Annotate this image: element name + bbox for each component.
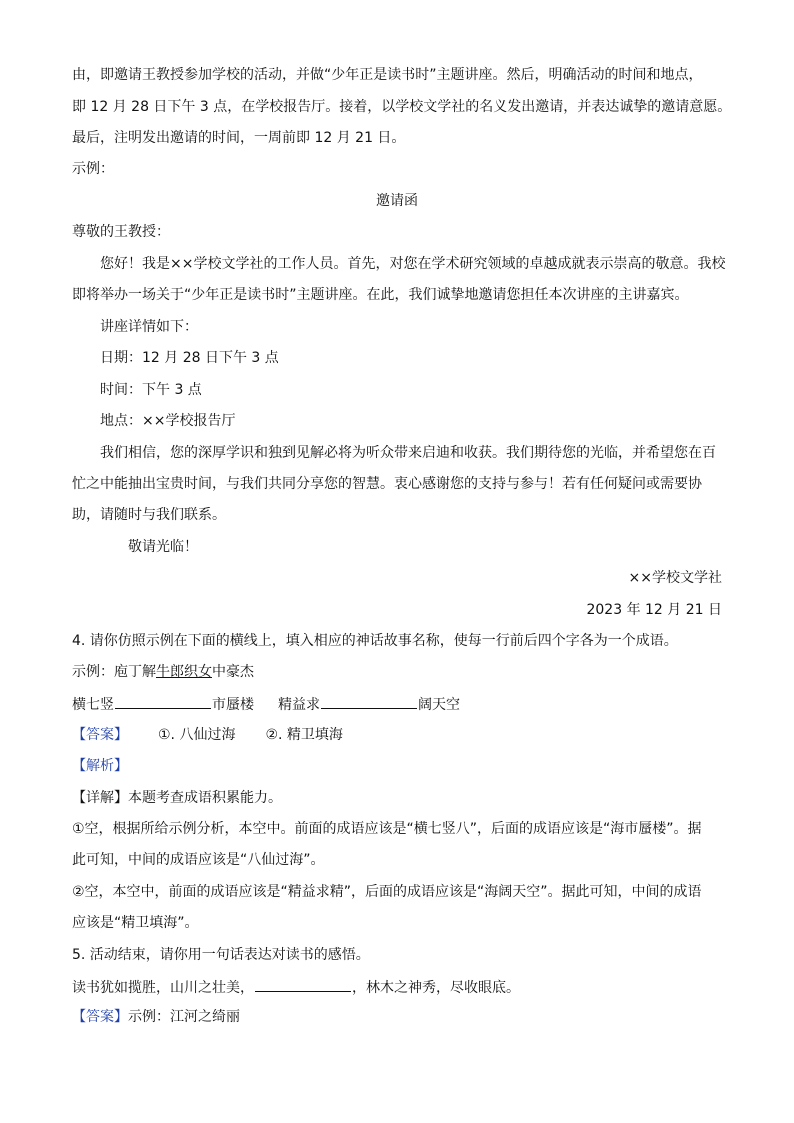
letter-paragraph-2-line-1: 我们相信，您的深厚学识和独到见解必将为听众带来启迪和收获。我们期待您的光临，并希望您在百 [100,445,716,461]
letter-paragraph-1-line-1: 您好！我是××学校文学社的工作人员。首先，对您在学术研究领域的卓越成就表示崇高的敬意。我校 [100,256,726,272]
question-4-detail [72,787,722,809]
letter-sender: ××学校文学社 [628,570,722,586]
intro-line-2: 即 12 月 28 日下午 3 点，在学校报告厅。接着，以学校文学社的名义发出邀请，并表达诚挚的邀请意愿。 [72,99,732,115]
letter-details-header: 讲座详情如下： [100,319,198,335]
fill-1-before: 横七竖 [72,697,114,713]
question-4-prompt: 4. 请你仿照示例在下面的横线上，填入相应的神话故事名称，使每一行前后四个字各为一个成语。 [72,633,678,649]
letter-paragraph-2-line-2: 忙之中能抽出宝贵时间，与我们共同分享您的智慧。衷心感谢您的支持与参与！若有任何疑问或需要协 [72,476,702,492]
fill-blank-2[interactable] [321,692,417,709]
letter-place-line: 地点：××学校报告厅 [100,413,236,429]
example-prefix: 示例：庖丁解 [72,664,156,680]
example-underlined-answer: 牛郎织女 [156,664,212,680]
sentence-before: 读书犹如揽胜，山川之壮美， [72,980,254,996]
letter-paragraph-1-line-2: 即将举办一场关于“少年正是读书时”主题讲座。在此，我们诚挚地邀请您担任本次讲座的主讲嘉宾。 [72,287,689,303]
fill-1-after: 市蜃楼 [212,697,254,713]
explanation-1-line-1: ①空，根据所给示例分析，本空中。前面的成语应该是“横七竖八”，后面的成语应该是“海市蜃楼”。据 [72,821,702,837]
fill-blank-1[interactable] [115,692,211,709]
analysis-tag: 【解析】 [72,758,128,774]
sentence-blank[interactable] [255,975,351,992]
question-5-prompt: 5. 活动结束，请你用一句话表达对读书的感悟。 [72,947,370,963]
answer-tag: 【答案】 [72,727,128,743]
intro-line-3: 最后，注明发出邀请的时间，一周前即 12 月 21 日。 [72,130,406,146]
explanation-1-line-2: 此可知，中间的成语应该是“八仙过海”。 [72,852,325,868]
letter-closing: 敬请光临！ [128,539,198,555]
sentence-after: ，林木之神秀，尽收眼底。 [352,980,520,996]
answer-1: ①. 八仙过海 [158,727,236,743]
answer-2: ②. 精卫填海 [265,727,343,743]
question-4-answer [72,724,722,746]
example-suffix: 中豪杰 [212,664,254,680]
letter-title: 邀请函 [376,193,418,209]
example-label: 示例： [72,161,114,177]
answer-tag: 【答案】 [72,1009,128,1025]
letter-paragraph-2-line-3: 助，请随时与我们联系。 [72,507,226,523]
question-4-analysis [72,755,722,777]
detail-text: 本题考查成语积累能力。 [128,790,282,806]
question-4-example [72,661,722,683]
intro-line-1: 由，即邀请王教授参加学校的活动，并做“少年正是读书时”主题讲座。然后，明确活动的时间和地点， [72,67,703,83]
fill-2-after: 阔天空 [418,697,460,713]
answer-text: 示例：江河之绮丽 [128,1009,240,1025]
explanation-2-line-1: ②空，本空中，前面的成语应该是“精益求精”，后面的成语应该是“海阔天空”。据此可知，中间的成语 [72,884,702,900]
letter-salutation: 尊敬的王教授： [72,224,170,240]
question-4-fill-line [72,692,722,714]
letter-date: 2023 年 12 月 21 日 [586,602,722,618]
fill-2-before: 精益求 [278,697,320,713]
detail-tag: 【详解】 [72,790,128,806]
letter-date-line: 日期：12 月 28 日下午 3 点 [100,350,279,366]
question-5-answer [72,1006,722,1028]
question-5-sentence [72,975,722,997]
explanation-2-line-2: 应该是“精卫填海”。 [72,915,199,931]
letter-time-line: 时间：下午 3 点 [100,382,202,398]
